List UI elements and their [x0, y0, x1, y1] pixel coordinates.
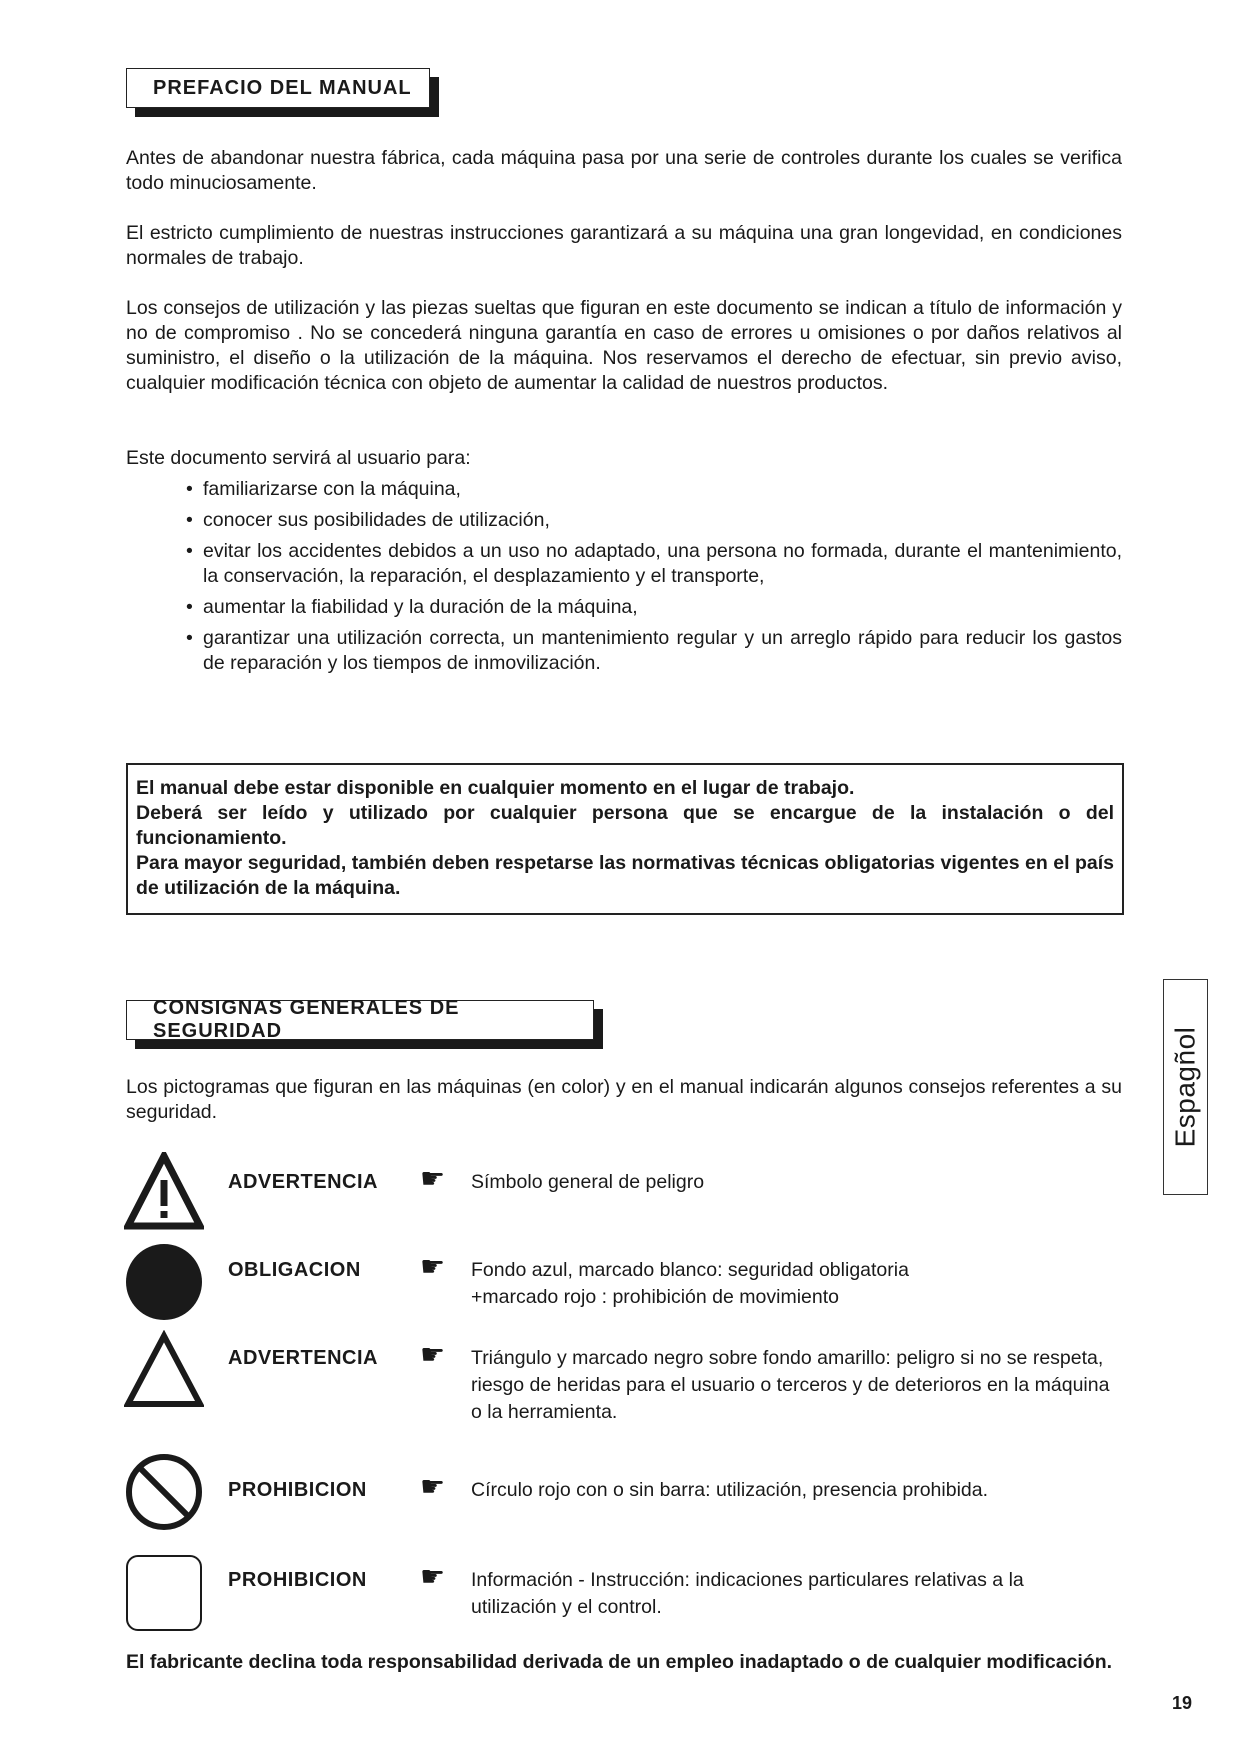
- list-item: • aumentar la fiabilidad y la duración de la máquina,: [186, 595, 1122, 620]
- liability-disclaimer: El fabricante declina toda responsabilidad derivada de un empleo inadaptado o de cualquier modificación.: [126, 1651, 1113, 1673]
- list-item: • garantizar una utilización correcta, un mantenimiento regular y un arreglo rápido para reducir los gastos de reparación y los tiempos de inmovilización.: [186, 626, 1122, 676]
- section-heading-prefacio: [126, 68, 430, 108]
- pictogram-label: PROHIBICION: [228, 1569, 367, 1591]
- pointing-hand-icon: ☛: [420, 1251, 446, 1282]
- pictogram-label: OBLIGACION: [228, 1259, 361, 1281]
- paragraph-longevity: El estricto cumplimiento de nuestras instrucciones garantizará a su máquina una gran longevidad, en condiciones normales de trabajo.: [126, 222, 1122, 269]
- prohibition-circle-icon: [124, 1452, 204, 1532]
- paragraph-intro: Antes de abandonar nuestra fábrica, cada máquina pasa por una serie de controles durante los cuales se verifica todo minuciosamente.: [126, 147, 1122, 194]
- information-square-icon: [124, 1553, 204, 1633]
- paragraph-pictograms-intro: Los pictogramas que figuran en las máquinas (en color) y en el manual indicarán algunos consejos referentes a su seguridad.: [126, 1076, 1122, 1123]
- paragraph-purpose: Este documento servirá al usuario para:: [126, 447, 471, 469]
- pictogram-label: ADVERTENCIA: [228, 1347, 378, 1369]
- page-number: 19: [1172, 1693, 1193, 1713]
- paragraph-disclaimer: Los consejos de utilización y las piezas sueltas que figuran en este documento se indican a título de información y no de compromiso . No se concederá ninguna garantía en caso de errores u omisiones o por daños relativos al suministro, el diseño o la utilización de la máquina. Nos reservamos el derecho de efectuar, sin previo aviso, cualquier modificación técnica con objeto de aumentar la calidad de nuestros productos.: [126, 297, 1122, 394]
- notice-line: Para mayor seguridad, también deben respetarse las normativas técnicas obligatorias vigentes en el país de utilización de la máquina.: [136, 852, 1114, 899]
- language-tab: [1163, 979, 1208, 1195]
- obligation-circle-icon: [124, 1242, 204, 1322]
- pictogram-description-extra: +marcado rojo : prohibición de movimiento: [471, 1286, 839, 1308]
- pictogram-description: Símbolo general de peligro: [471, 1171, 705, 1193]
- warning-exclamation-icon: [124, 1152, 204, 1232]
- list-item: • familiarizarse con la máquina,: [186, 477, 1122, 502]
- list-item: • evitar los accidentes debidos a un uso no adaptado, una persona no formada, durante el mantenimiento, la conservación, la reparación, el desplazamiento y el transporte,: [186, 539, 1122, 589]
- list-item: • conocer sus posibilidades de utilización,: [186, 508, 1122, 533]
- pictogram-label: ADVERTENCIA: [228, 1171, 378, 1193]
- pictogram-description: Círculo rojo con o sin barra: utilización, presencia prohibida.: [471, 1479, 989, 1501]
- notice-line: El manual debe estar disponible en cualquier momento en el lugar de trabajo.: [136, 777, 855, 799]
- section-heading-consignas: [126, 997, 594, 1042]
- purpose-list: [186, 477, 1122, 682]
- pictogram-description: Fondo azul, marcado blanco: seguridad obligatoria: [471, 1259, 909, 1281]
- section-heading-text: CONSIGNAS GENERALES DE SEGURIDAD: [153, 997, 460, 1042]
- pictogram-description: Información - Instrucción: indicaciones particulares relativas a la utilización y el control.: [471, 1569, 1024, 1618]
- pictogram-description: Triángulo y marcado negro sobre fondo amarillo: peligro si no se respeta, riesgo de heridas para el usuario o terceros y de deterioros en la máquina o la herramienta.: [471, 1347, 1110, 1423]
- pictogram-label: PROHIBICION: [228, 1479, 367, 1501]
- section-heading-text: PREFACIO DEL MANUAL: [153, 76, 412, 99]
- notice-line: Deberá ser leído y utilizado por cualquier persona que se encargue de la instalación o del funcionamiento.: [136, 802, 1114, 849]
- notice-box: [126, 763, 1124, 915]
- warning-triangle-icon: [124, 1330, 204, 1410]
- pointing-hand-icon: ☛: [420, 1163, 446, 1194]
- language-tab-label: Espagñol: [1169, 1026, 1201, 1148]
- pointing-hand-icon: ☛: [420, 1471, 446, 1502]
- pointing-hand-icon: ☛: [420, 1339, 446, 1370]
- pointing-hand-icon: ☛: [420, 1561, 446, 1592]
